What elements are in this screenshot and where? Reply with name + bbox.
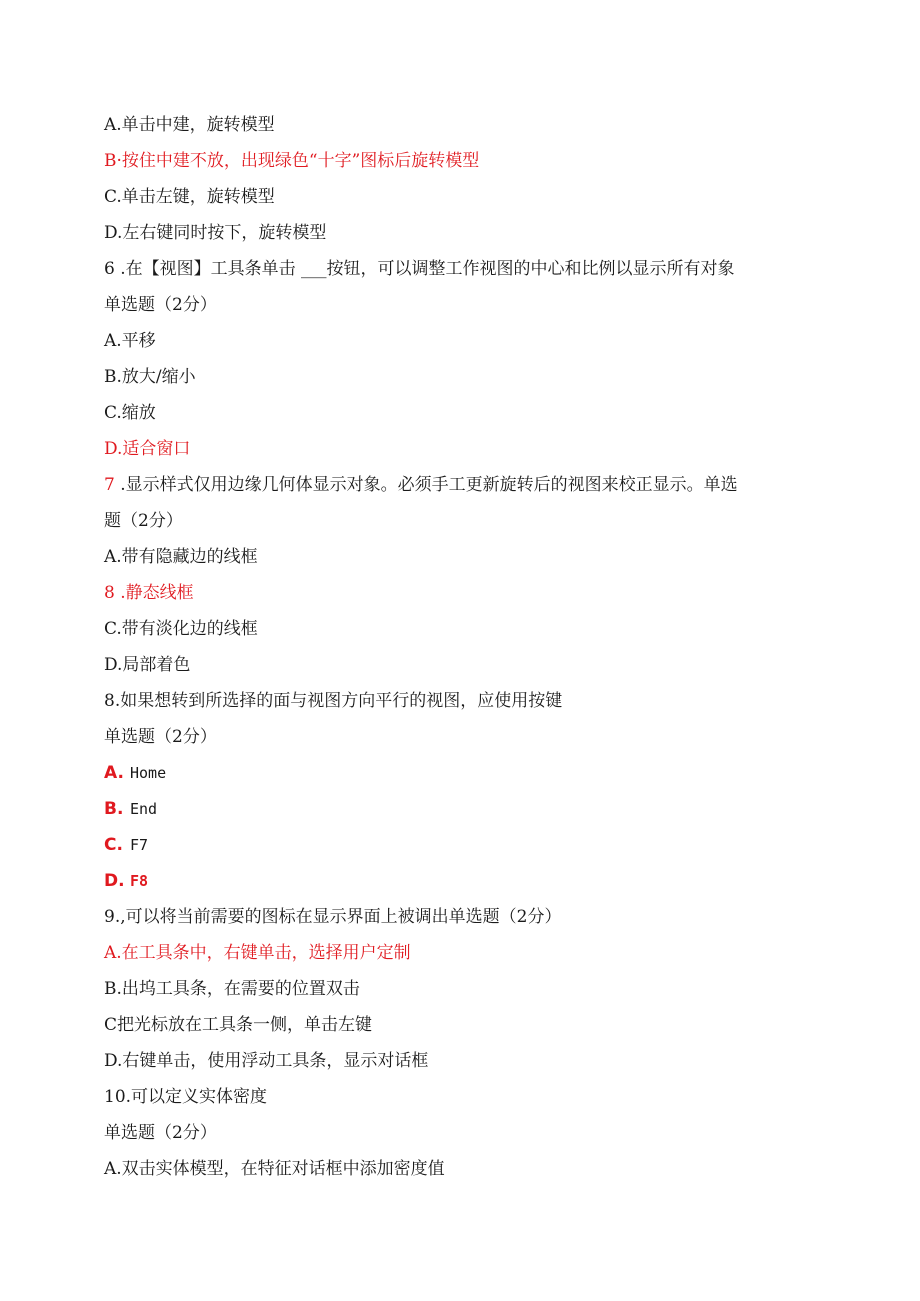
q9-option-d: D.右键单击，使用浮动工具条，显示对话框	[104, 1051, 429, 1071]
q10-option-a: A.双击实体模型，在特征对话框中添加密度值	[104, 1159, 445, 1179]
q7-option-c: C.带有淡化边的线框	[104, 619, 258, 639]
q8-question: 8.如果想转到所选择的面与视图方向平行的视图，应使用按键	[104, 691, 563, 711]
q6-option-d-answer: D.适合窗口	[104, 439, 191, 459]
option-label: C.	[104, 835, 123, 855]
q5-option-d: D.左右键同时按下，旋转模型	[104, 223, 327, 243]
q6-option-b: B.放大/缩小	[104, 367, 196, 387]
q8-type: 单选题（2分）	[104, 727, 217, 747]
option-label: D.	[104, 871, 125, 891]
q6-option-a: A.平移	[104, 331, 156, 351]
q6-type: 单选题（2分）	[104, 295, 217, 315]
q5-option-c: C.单击左键，旋转模型	[104, 187, 275, 207]
q6-option-c: C.缩放	[104, 403, 156, 423]
q7-text: .显示样式仅用边缘几何体显示对象。必须手工更新旋转后的视图来校正显示。单选	[114, 475, 738, 495]
option-value: End	[130, 800, 158, 818]
q9-question: 9.,可以将当前需要的图标在显示界面上被调出单选题（2分）	[104, 907, 562, 927]
q7-type: 题（2分）	[104, 511, 183, 531]
option-value: Home	[130, 764, 167, 782]
q7-number: 7	[104, 475, 115, 495]
q5-option-a: A.单击中建，旋转模型	[104, 115, 275, 135]
q8-option-d-answer	[104, 870, 148, 892]
q7-question	[104, 474, 738, 496]
q5-option-b-answer: B·按住中建不放，出现绿色“十字”图标后旋转模型	[104, 151, 480, 171]
q9-option-b: B.出坞工具条，在需要的位置双击	[104, 979, 360, 999]
q10-question: 10.可以定义实体密度	[104, 1087, 268, 1107]
q6-question: 6 .在【视图】工具条单击 ___按钮，可以调整工作视图的中心和比例以显示所有对象	[104, 259, 735, 279]
q8-option-c	[104, 834, 148, 856]
option-label: A.	[104, 763, 124, 783]
q9-option-c: C把光标放在工具条一侧，单击左键	[104, 1015, 373, 1035]
q7-option-b-answer: 8 .静态线框	[104, 583, 194, 603]
option-value: F8	[130, 872, 149, 890]
q7-option-d: D.局部着色	[104, 655, 191, 675]
q10-type: 单选题（2分）	[104, 1123, 217, 1143]
option-value: F7	[130, 836, 149, 854]
q9-option-a-answer: A.在工具条中，右键单击，选择用户定制	[104, 943, 411, 963]
q8-option-b	[104, 798, 157, 820]
q7-option-a: A.带有隐藏边的线框	[104, 547, 258, 567]
q8-option-a	[104, 762, 166, 784]
option-label: B.	[104, 799, 124, 819]
